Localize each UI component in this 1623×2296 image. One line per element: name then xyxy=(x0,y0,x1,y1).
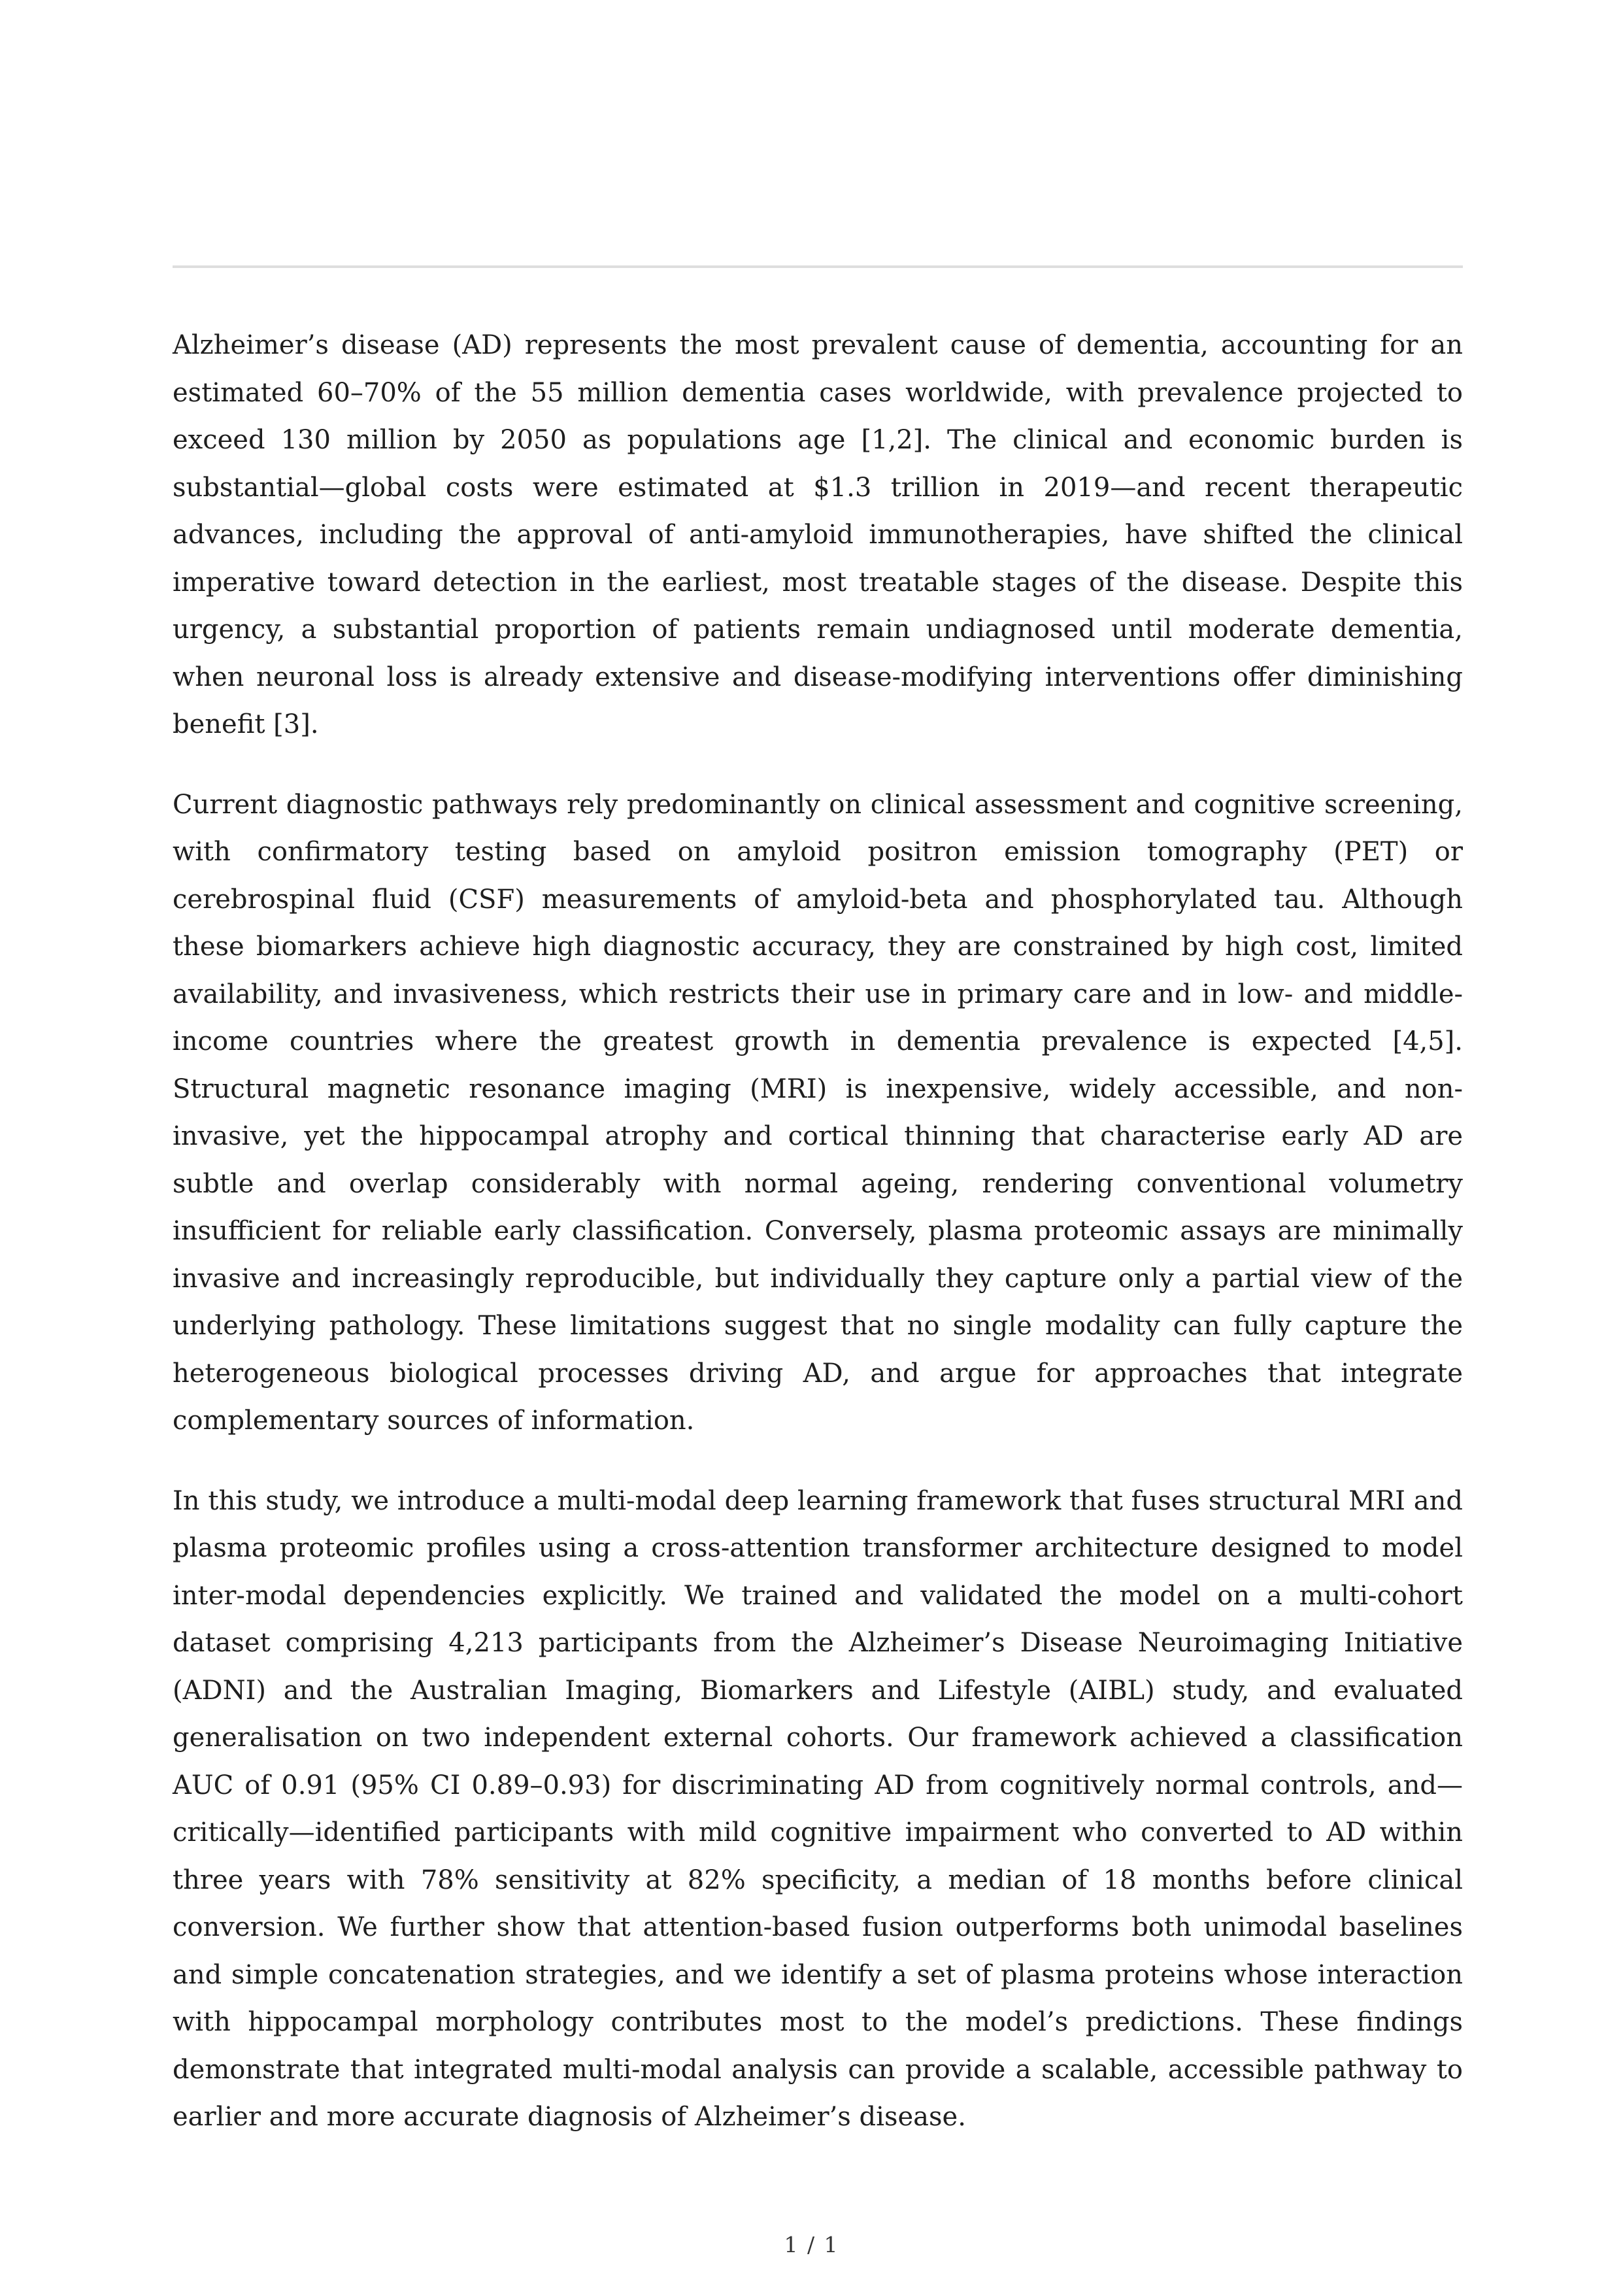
paragraph-diagnostic-pathways: Current diagnostic pathways rely predominantly on clinical assessment and cognitive screening, with confirmatory testing based on amyloid positron emission tomography (PET) or cerebrospinal fluid (CSF) measurements of amyloid-beta and phosphorylated tau. Although these biomarkers achieve high diagnostic accuracy, they are constrained by high cost, limited availability, and invasiveness, which restricts their use in primary care and in low- and middle-income countries where the greatest growth in dementia prevalence is expected [4,5]. Structural magnetic resonance imaging (MRI) is inexpensive, widely accessible, and non-invasive, yet the hippocampal atrophy and cortical thinning that characterise early AD are subtle and overlap considerably with normal ageing, rendering conventional volumetry insufficient for reliable early classification. Conversely, plasma proteomic assays are minimally invasive and increasingly reproducible, but individually they capture only a partial view of the underlying pathology. These limitations suggest that no single modality can fully capture the heterogeneous biological processes driving AD, and argue for approaches that integrate complementary sources of information. xyxy=(173,789,1463,1436)
header-divider xyxy=(173,265,1463,268)
page-number: 1 / 1 xyxy=(784,2232,839,2257)
body-text xyxy=(173,322,1463,2174)
paragraph-intro-prevalence: Alzheimer’s disease (AD) represents the most prevalent cause of dementia, accounting for an estimated 60–70% of the 55 million dementia cases worldwide, with prevalence projected to exceed 130 million by 2050 as populations age [1,2]. The clinical and economic burden is substantial—global costs were estimated at $1.3 trillion in 2019—and recent therapeutic advances, including the approval of anti-amyloid immunotherapies, have shifted the clinical imperative toward detection in the earliest, most treatable stages of the disease. Despite this urgency, a substantial proportion of patients remain undiagnosed until moderate dementia, when neuronal loss is already extensive and disease-modifying interventions offer diminishing benefit [3]. xyxy=(173,330,1463,739)
paragraph-study-summary: In this study, we introduce a multi-modal deep learning framework that fuses structural MRI and plasma proteomic profiles using a cross-attention transformer architecture designed to model inter-modal dependencies explicitly. We trained and validated the model on a multi-cohort dataset comprising 4,213 participants from the Alzheimer’s Disease Neuroimaging Initiative (ADNI) and the Australian Imaging, Biomarkers and Lifestyle (AIBL) study, and evaluated generalisation on two independent external cohorts. Our framework achieved a classification AUC of 0.91 (95% CI 0.89–0.93) for discriminating AD from cognitively normal controls, and—critically—identified participants with mild cognitive impairment who converted to AD within three years with 78% sensitivity at 82% specificity, a median of 18 months before clinical conversion. We further show that attention-based fusion outperforms both unimodal baselines and simple concatenation strategies, and we identify a set of plasma proteins whose interaction with hippocampal morphology contributes most to the model’s predictions. These findings demonstrate that integrated multi-modal analysis can provide a scalable, accessible pathway to earlier and more accurate diagnosis of Alzheimer’s disease. xyxy=(173,1485,1463,2132)
